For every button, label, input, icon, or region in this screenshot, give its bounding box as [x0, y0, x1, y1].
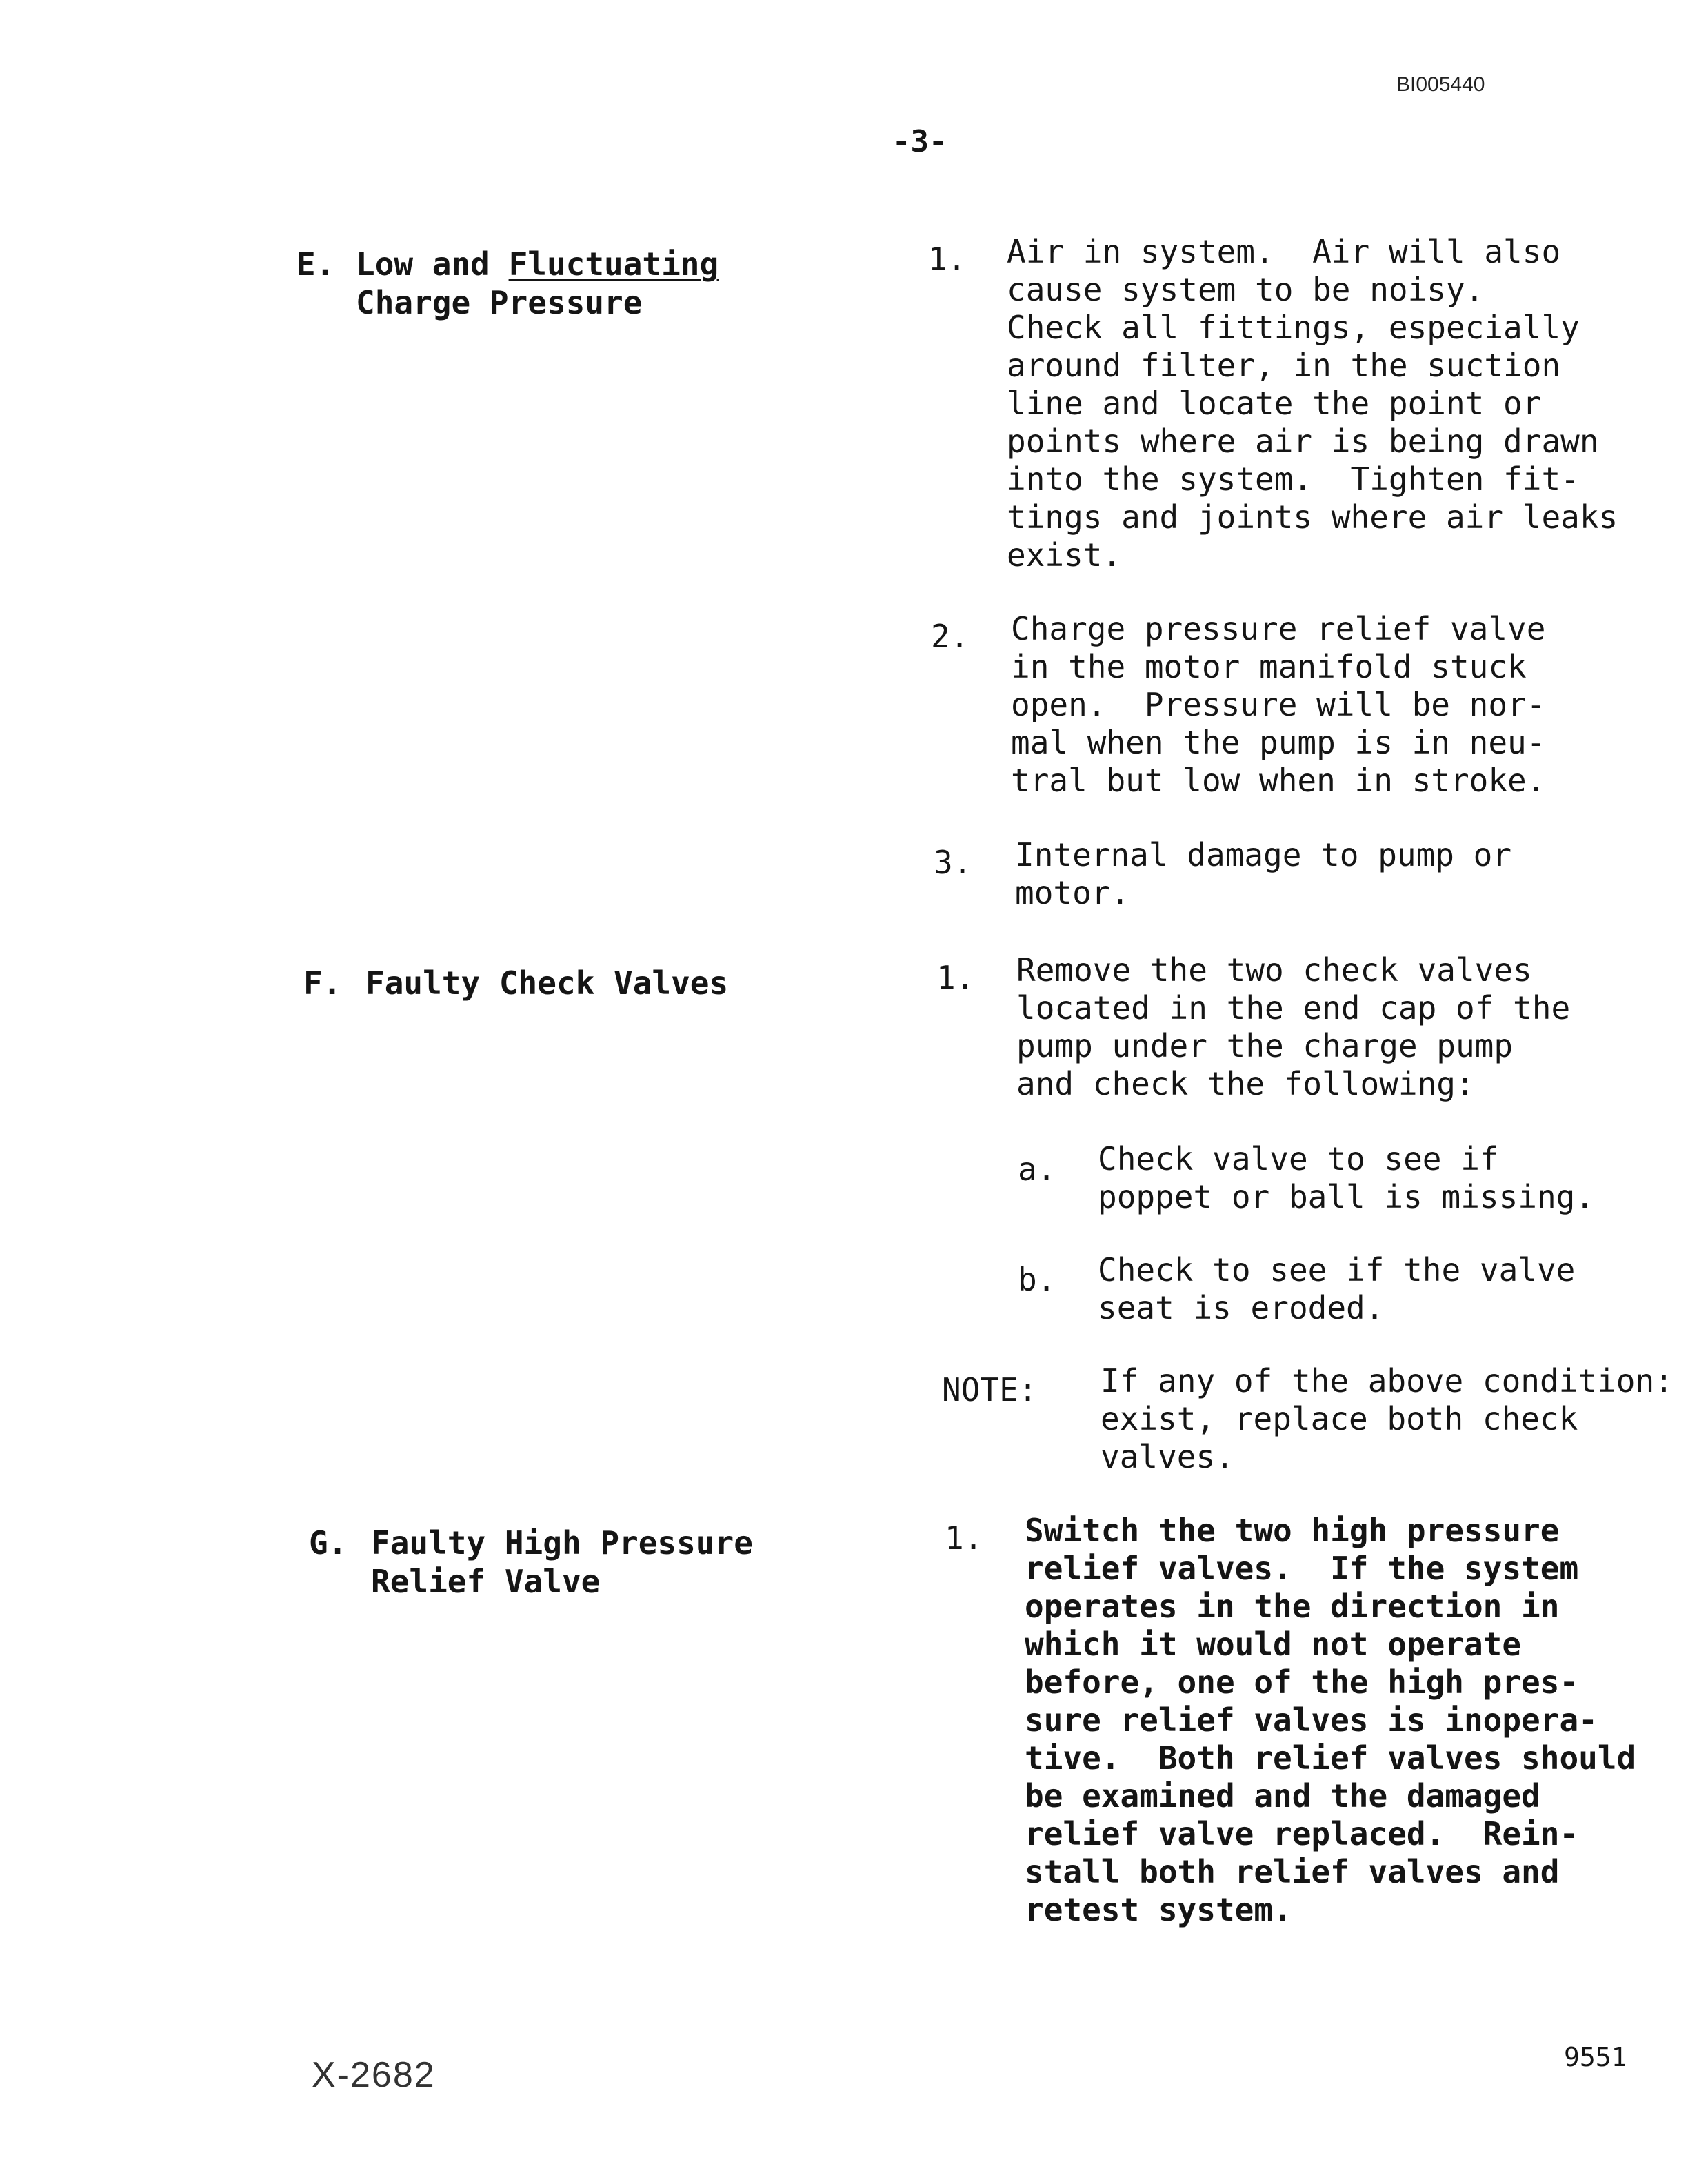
- note-label: NOTE:: [942, 1371, 1038, 1408]
- section-f-item-1-number: 1.: [936, 959, 975, 996]
- section-e-letter: E.: [297, 245, 335, 283]
- section-f-item-a-text: Check valve to see if poppet or ball is missing.: [1098, 1140, 1595, 1215]
- section-f-item-a-letter: a.: [1018, 1151, 1056, 1188]
- form-code: X-2682: [312, 2055, 436, 2095]
- section-e-item-1-text: Air in system. Air will also cause system to be noisy. Check all fittings, especially around filter, in the suction line and locate the point or points where air is being drawn into the system. Tighten fit- tings and joints where air leaks exist.: [1007, 233, 1618, 574]
- section-g-heading-line-2: Relief Valve: [371, 1563, 601, 1600]
- section-g-heading-line-1: Faulty High Pressure: [371, 1524, 753, 1561]
- section-f-letter: F.: [303, 964, 342, 1002]
- section-e-item-2-text: Charge pressure relief valve in the motor manifold stuck open. Pressure will be nor- mal when the pump is in neu- tral but low when in stroke.: [1011, 610, 1546, 799]
- section-f-item-b-letter: b.: [1018, 1261, 1056, 1298]
- section-e-heading-line-1: Low and Fluctuating: [356, 245, 719, 283]
- section-g-item-1-text: Switch the two high pressure relief valves. If the system operates in the direction in which it would not operate before, one of the high pres- sure relief valves is inopera- tive. Both relief valves should be examined and the damaged relief valve replaced. Rein- stall both relief valves and retest system.: [1025, 1512, 1636, 1928]
- underlined-word: Fluctuating: [508, 245, 719, 283]
- section-f-item-b-text: Check to see if the valve seat is eroded.: [1098, 1251, 1576, 1326]
- section-e-item-1-number: 1.: [928, 241, 967, 278]
- section-f-item-1-text: Remove the two check valves located in the end cap of the pump under the charge pump and check the following:: [1016, 951, 1571, 1102]
- section-f-heading: Faulty Check Valves: [365, 964, 729, 1002]
- section-e-item-2-number: 2.: [931, 618, 969, 655]
- section-g-item-1-number: 1.: [945, 1519, 983, 1557]
- document-id: BI005440: [1396, 73, 1485, 96]
- section-e-item-3-number: 3.: [934, 844, 972, 881]
- section-g-letter: G.: [309, 1524, 348, 1561]
- footer-number: 9551: [1564, 2042, 1627, 2072]
- section-e-heading-line-2: Charge Pressure: [356, 284, 643, 321]
- section-e-item-3-text: Internal damage to pump or motor.: [1015, 836, 1512, 911]
- section-e-heading: [356, 245, 719, 283]
- note-text: If any of the above condition: exist, replace both check valves.: [1101, 1362, 1674, 1475]
- page-number: -3-: [892, 124, 947, 159]
